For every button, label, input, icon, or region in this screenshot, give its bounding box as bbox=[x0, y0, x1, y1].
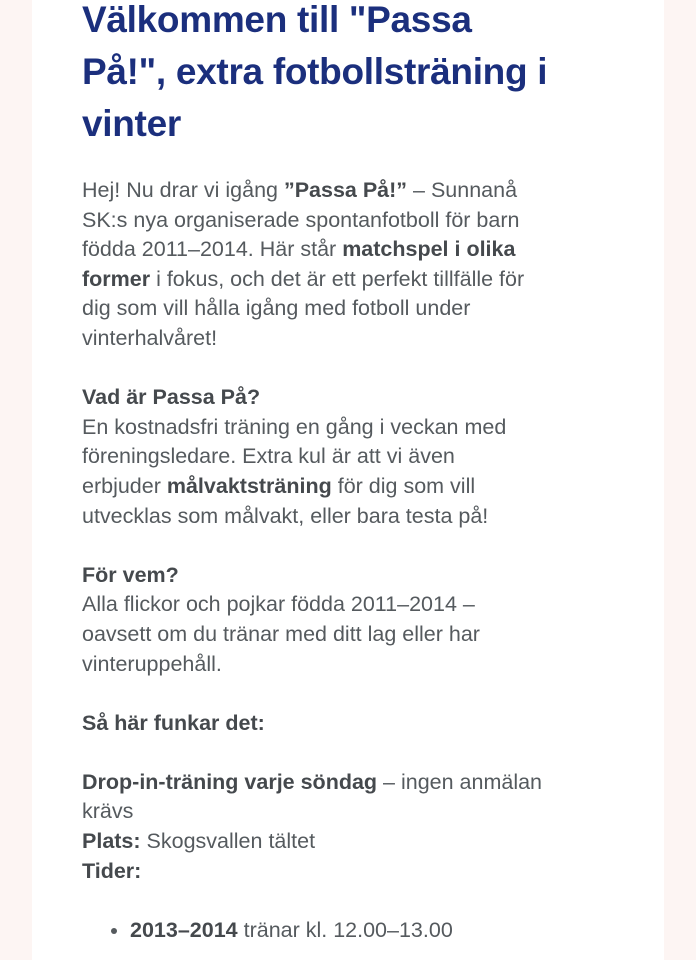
text: Hej! Nu drar vi igång bbox=[82, 178, 284, 202]
title-line: På!", extra fotbollsträning i bbox=[82, 51, 548, 92]
text-line bbox=[82, 176, 652, 206]
text: födda 2011–2014. Här står bbox=[82, 237, 343, 262]
text: – ingen anmälan bbox=[377, 769, 543, 794]
paragraph bbox=[82, 383, 652, 531]
text-line bbox=[82, 324, 652, 354]
text-line bbox=[82, 797, 652, 827]
text: erbjuder bbox=[82, 473, 167, 498]
text-line bbox=[82, 472, 652, 502]
text-line bbox=[82, 827, 652, 857]
text: vinteruppehåll. bbox=[82, 651, 222, 676]
text-line bbox=[82, 235, 652, 265]
text: utvecklas som målvakt, eller bara testa på! bbox=[82, 503, 489, 528]
bold-text: målvaktsträning bbox=[166, 473, 332, 498]
bold-text: former bbox=[82, 266, 151, 291]
article-body bbox=[82, 176, 652, 886]
text: SK:s nya organiserade spontanfotboll för barn bbox=[82, 207, 520, 232]
text-line bbox=[82, 413, 652, 443]
paragraph bbox=[82, 176, 652, 354]
text-line bbox=[82, 383, 652, 413]
bold-text: matchspel i olika bbox=[342, 237, 516, 262]
text: Alla flickor och pojkar födda 2011–2014 – bbox=[82, 592, 475, 617]
text-line bbox=[82, 590, 652, 620]
text: tränar kl. 12.00–13.00 bbox=[237, 918, 453, 943]
article-content bbox=[82, 0, 652, 946]
text: i fokus, och det är ett perfekt tillfälle för bbox=[150, 266, 525, 291]
text: dig som vill hålla igång med fotboll under bbox=[82, 296, 471, 321]
text: föreningsledare. Extra kul är att vi även bbox=[82, 444, 455, 469]
article-page bbox=[32, 0, 664, 960]
text: krävs bbox=[82, 799, 134, 824]
article-title bbox=[82, 0, 652, 150]
text-line bbox=[82, 442, 652, 472]
bold-text: Tider: bbox=[82, 858, 142, 883]
bold-text: ”Passa På!” bbox=[283, 178, 408, 202]
title-line: vinter bbox=[82, 103, 181, 144]
text: – Sunnanå bbox=[407, 178, 518, 202]
title-line: Välkommen till "Passa bbox=[82, 0, 472, 40]
text-line bbox=[82, 857, 652, 887]
bold-text: Vad är Passa På? bbox=[82, 385, 261, 410]
text-line bbox=[82, 709, 652, 739]
bold-text: 2013–2014 bbox=[130, 918, 238, 943]
bold-text: Så här funkar det: bbox=[82, 710, 265, 735]
text: för dig som vill bbox=[331, 473, 476, 498]
text: Skogsvallen tältet bbox=[140, 829, 316, 854]
text-line bbox=[82, 206, 652, 236]
text-line bbox=[82, 294, 652, 324]
text-line bbox=[82, 768, 652, 798]
paragraph bbox=[82, 768, 652, 886]
text-line bbox=[82, 265, 652, 295]
text: vinterhalvåret! bbox=[82, 325, 218, 350]
schedule-item bbox=[130, 916, 652, 946]
bold-text: Drop-in-träning varje söndag bbox=[82, 769, 378, 794]
bold-text: För vem? bbox=[82, 562, 179, 587]
schedule-list bbox=[82, 916, 652, 946]
text: En kostnadsfri träning en gång i veckan med bbox=[82, 414, 507, 439]
text-line bbox=[82, 650, 652, 680]
paragraph bbox=[82, 561, 652, 679]
paragraph bbox=[82, 709, 652, 739]
text-line bbox=[82, 620, 652, 650]
text-line bbox=[82, 561, 652, 591]
text: oavsett om du tränar med ditt lag eller har bbox=[82, 621, 480, 646]
bold-text: Plats: bbox=[82, 829, 141, 854]
text-line bbox=[82, 502, 652, 532]
